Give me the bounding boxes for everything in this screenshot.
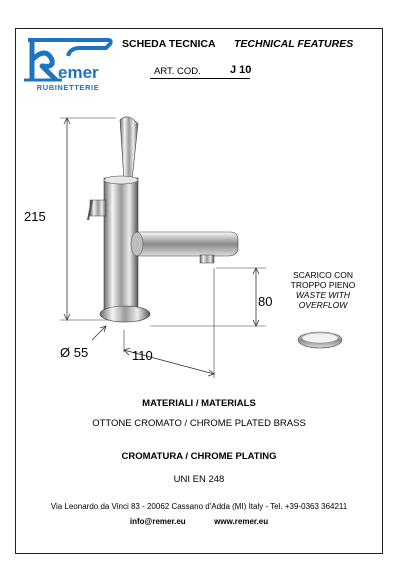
footer-email[interactable]: info@remer.eu xyxy=(129,517,186,526)
footer-address: Via Leonardo da Vinci 83 - 20062 Cassano d'Adda (MI) Italy - Tel. +39-0363 364211 xyxy=(50,502,348,511)
dim-height: 215 xyxy=(24,209,46,224)
materials-heading: MATERIALI / MATERIALS xyxy=(142,398,256,409)
plating-heading: CROMATURA / CHROME PLATING xyxy=(121,451,277,462)
logo-subtitle: RUBINETTERIE xyxy=(36,83,100,92)
svg-text:emer: emer xyxy=(58,63,99,82)
dim-spout-height: 80 xyxy=(258,294,273,309)
materials-value: OTTONE CROMATO / CHROME PLATED BRASS xyxy=(92,418,306,429)
waste-note-line4: OVERFLOW xyxy=(298,300,348,310)
waste-note xyxy=(280,270,366,310)
art-code-label: ART. COD. xyxy=(154,66,201,77)
art-code-underline xyxy=(150,78,250,79)
dim-spout-length: 110 xyxy=(132,348,153,363)
title-italian: SCHEDA TECNICA xyxy=(122,38,216,50)
art-code-value: J 10 xyxy=(230,64,252,76)
title-english: TECHNICAL FEATURES xyxy=(234,38,354,50)
plating-value: UNI EN 248 xyxy=(173,474,225,485)
footer-contacts xyxy=(15,517,383,526)
waste-note-line1: SCARICO CON xyxy=(293,270,353,280)
waste-note-line3: WASTE WITH xyxy=(295,290,351,300)
waste-note-line2: TROPPO PIENO xyxy=(290,280,356,290)
footer-website[interactable]: www.remer.eu xyxy=(214,517,269,526)
dim-base-diameter: Ø 55 xyxy=(60,345,89,360)
